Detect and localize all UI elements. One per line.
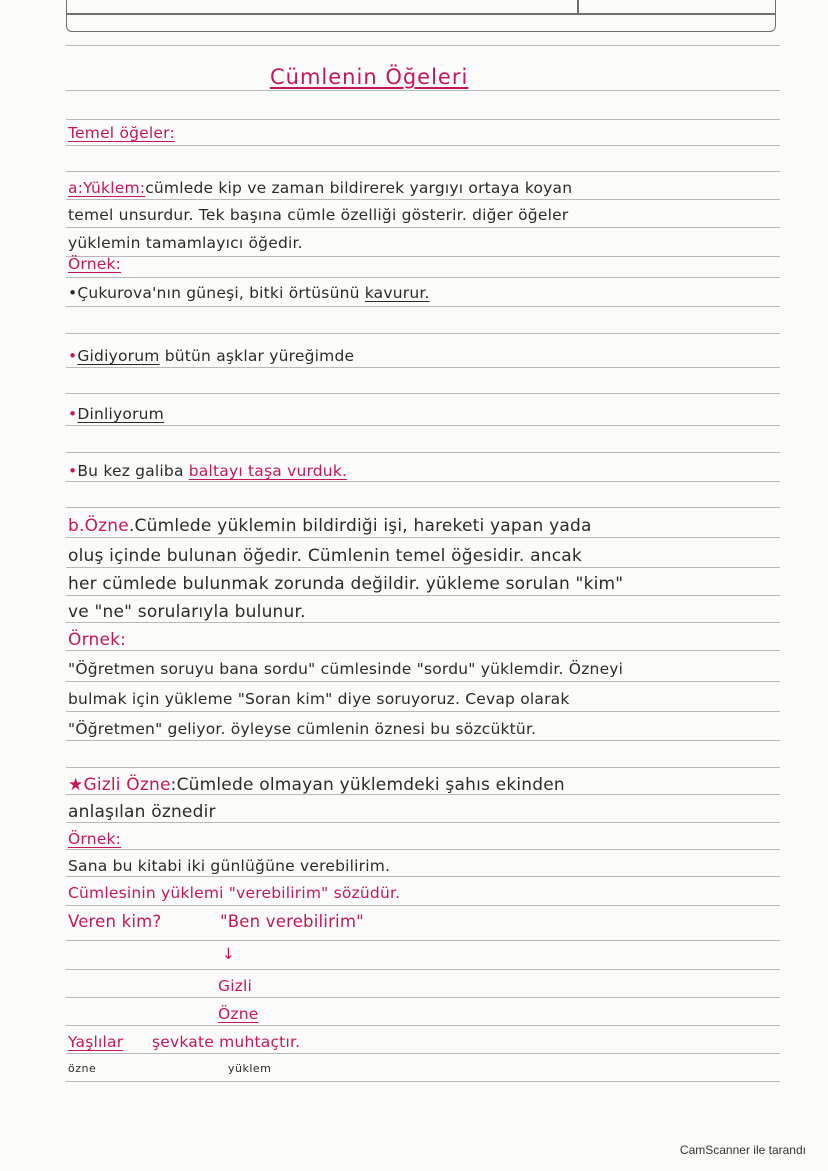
down-arrow-icon: ↓	[222, 945, 236, 963]
section-heading: Temel öğeler:	[68, 124, 175, 142]
yuklem-line-1	[68, 178, 784, 198]
ruled-line	[66, 393, 780, 394]
ruled-line	[66, 145, 780, 146]
final-verb: şevkate muhtaçtır.	[152, 1033, 301, 1051]
yuklem-example-3	[68, 404, 784, 424]
example-2-verb: Gidiyorum	[77, 347, 160, 365]
yuklem-definition: cümlede kip ve zaman bildirerek yargıyı ortaya koyan	[145, 179, 573, 197]
gizli-question-line	[68, 912, 784, 932]
page-title: Cümlenin Öğeleri	[270, 65, 469, 89]
gizli-answer: "Ben verebilirim"	[220, 912, 364, 931]
ruled-line	[66, 567, 780, 568]
gizli-note: Cümlesinin yüklemi "verebilirim" sözüdür.	[68, 884, 401, 902]
ruled-line	[66, 822, 780, 823]
ruled-line	[66, 767, 780, 768]
ruled-line	[66, 90, 780, 91]
ruled-line	[66, 507, 780, 508]
final-verb-tag: yüklem	[228, 1062, 272, 1075]
example-1-text: •Çukurova'nın güneşi, bitki örtüsünü	[68, 284, 365, 302]
final-subject: Yaşlılar	[68, 1033, 124, 1051]
ruled-line	[66, 905, 780, 906]
gizli-label: ★Gizli Özne	[68, 775, 171, 795]
ruled-line	[66, 481, 780, 482]
ozne-label: b.Özne	[68, 516, 129, 536]
ruled-line	[66, 622, 780, 623]
ozne-line-4: ve "ne" sorularıyla bulunur.	[68, 602, 306, 622]
gizli-line-2: anlaşılan öznedir	[68, 802, 216, 822]
ozne-line-3: her cümlede bulunmak zorunda değildir. yükleme sorulan "kim"	[68, 574, 624, 594]
gizli-tag-1: Gizli	[218, 977, 253, 995]
ruled-line	[66, 277, 780, 278]
ozne-example-label: Örnek:	[68, 630, 127, 650]
ruled-line	[66, 452, 780, 453]
yuklem-example-4	[68, 461, 784, 481]
gizli-line-1	[68, 775, 784, 795]
ozne-definition: .Cümlede yüklemin bildirdiği işi, hareketi yapan yada	[128, 516, 592, 536]
example-2-text: bütün aşklar yüreğimde	[159, 347, 355, 365]
ozne-line-2: oluş içinde bulunan öğedir. Cümlenin temel öğesidir. ancak	[68, 546, 582, 566]
example-4-text: Bu kez galiba	[77, 462, 189, 480]
ruled-line	[66, 333, 780, 334]
ozne-example-line-3: "Öğretmen" geliyor. öyleyse cümlenin öznesi bu sözcüktür.	[68, 720, 537, 738]
gizli-example-label: Örnek:	[68, 830, 122, 848]
ruled-line	[66, 711, 780, 712]
ruled-line	[66, 537, 780, 538]
example-1-verb: kavurur.	[364, 284, 430, 302]
gizli-definition: :Cümlede olmayan yüklemdeki şahıs ekinden	[170, 775, 565, 795]
final-tags	[68, 1059, 784, 1079]
ruled-line	[66, 171, 780, 172]
ruled-line	[66, 997, 780, 998]
ruled-line	[66, 740, 780, 741]
yuklem-line-2: temel unsurdur. Tek başına cümle özelliği gösterir. diğer öğeler	[68, 206, 569, 224]
bullet: •	[68, 347, 78, 365]
ruled-line	[66, 306, 780, 307]
ruled-line	[66, 119, 780, 120]
header-bar	[67, 13, 775, 15]
bullet: •	[68, 405, 78, 423]
ozne-example-line-1: "Öğretmen soruyu bana sordu" cümlesinde "sordu" yüklemdir. Özneyi	[68, 660, 624, 678]
ruled-line	[66, 367, 780, 368]
gizli-final-sentence	[68, 1032, 784, 1052]
example-4-verb: baltayı taşa vurduk.	[188, 462, 348, 480]
ruled-line	[66, 1053, 780, 1054]
yuklem-example-label: Örnek:	[68, 255, 122, 273]
ruled-line	[66, 969, 780, 970]
example-3-verb: Dinliyorum	[77, 405, 164, 423]
ruled-line	[66, 1025, 780, 1026]
ruled-line	[66, 650, 780, 651]
ruled-line	[66, 681, 780, 682]
yuklem-example-1	[68, 283, 784, 303]
gizli-question: Veren kim?	[68, 912, 162, 931]
ruled-line	[66, 849, 780, 850]
ruled-line	[66, 940, 780, 941]
gizli-sentence: Sana bu kitabi iki günlüğüne verebilirim.	[68, 857, 391, 875]
yuklem-line-3: yüklemin tamamlayıcı öğedir.	[68, 234, 303, 252]
header-box	[66, 0, 776, 32]
final-subject-tag: özne	[68, 1062, 97, 1075]
yuklem-example-2	[68, 346, 784, 366]
yuklem-label: a:Yüklem:	[68, 179, 146, 197]
gizli-tag-2: Özne	[218, 1005, 259, 1023]
ozne-example-line-2: bulmak için yükleme "Soran kim" diye soruyoruz. Cevap olarak	[68, 690, 570, 708]
ruled-line	[66, 45, 780, 46]
ruled-line	[66, 425, 780, 426]
ruled-line	[66, 199, 780, 200]
ruled-line	[66, 595, 780, 596]
scanner-watermark: CamScanner ile tarandı	[679, 1143, 806, 1157]
ruled-line	[66, 1081, 780, 1082]
bullet: •	[68, 462, 78, 480]
ruled-line	[66, 227, 780, 228]
ozne-line-1	[68, 516, 784, 536]
ruled-line	[66, 876, 780, 877]
